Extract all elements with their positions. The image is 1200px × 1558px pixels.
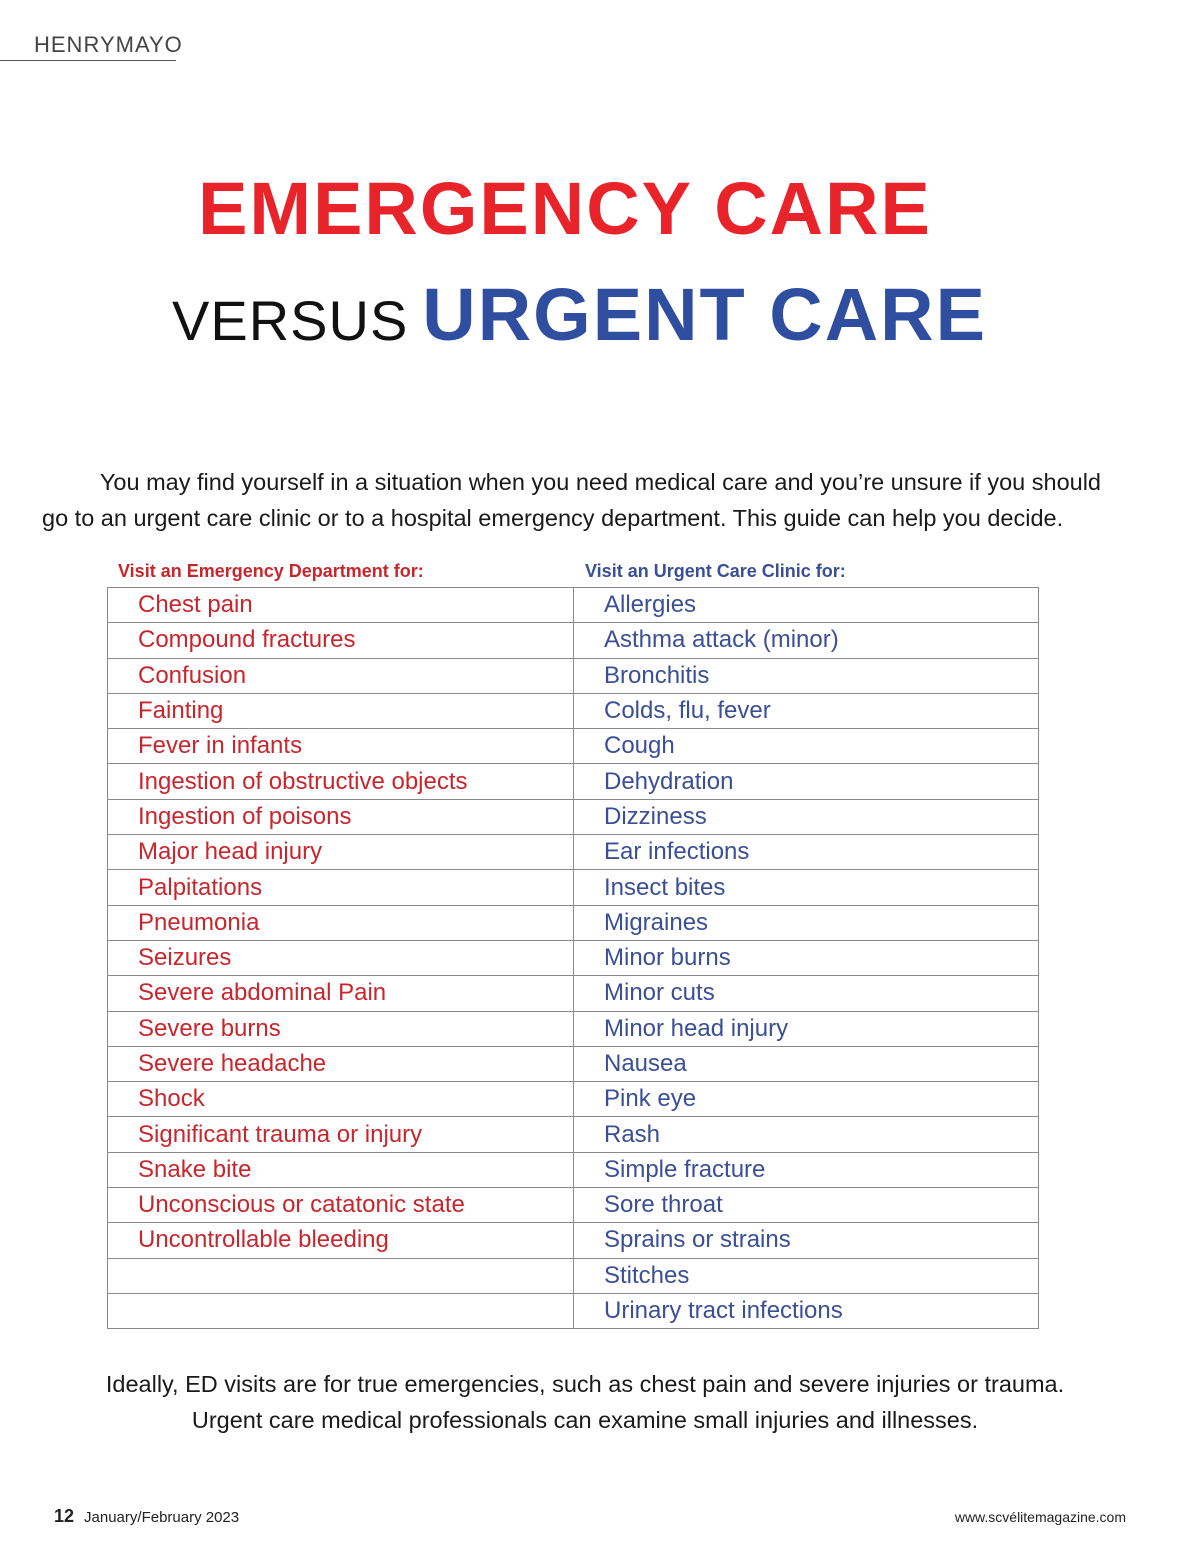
ed-condition-cell: Significant trauma or injury	[108, 1117, 574, 1152]
section-tag-label: HENRYMAYO	[34, 32, 183, 57]
uc-condition-cell: Minor burns	[574, 940, 1039, 975]
ed-condition-cell: Uncontrollable bleeding	[108, 1223, 574, 1258]
table-row	[108, 1258, 1039, 1293]
ed-condition-cell	[108, 1258, 574, 1293]
table-row	[108, 764, 1039, 799]
title-emergency-care: EMERGENCY CARE	[198, 167, 932, 250]
ed-condition-cell: Pneumonia	[108, 905, 574, 940]
issue-date: January/February 2023	[84, 1509, 240, 1526]
table-row	[108, 905, 1039, 940]
ed-condition-cell: Palpitations	[108, 870, 574, 905]
ed-condition-cell: Severe burns	[108, 1011, 574, 1046]
table-row	[108, 835, 1039, 870]
ed-condition-cell: Shock	[108, 1082, 574, 1117]
footer-issue	[54, 1506, 239, 1527]
uc-condition-cell: Ear infections	[574, 835, 1039, 870]
uc-condition-cell: Cough	[574, 729, 1039, 764]
ed-column-heading: Visit an Emergency Department for:	[118, 561, 424, 581]
page-number: 12	[54, 1506, 75, 1526]
intro-line-2: go to an urgent care clinic or to a hospital emergency department. This guide can help you decide.	[42, 505, 1064, 531]
ed-condition-cell: Confusion	[108, 658, 574, 693]
ed-condition-cell: Snake bite	[108, 1152, 574, 1187]
table-row	[108, 940, 1039, 975]
outro-line-2: Urgent care medical professionals can examine small injuries and illnesses.	[191, 1407, 979, 1433]
uc-condition-cell: Sore throat	[574, 1188, 1039, 1223]
table-row	[108, 623, 1039, 658]
table-row	[108, 799, 1039, 834]
uc-condition-cell: Insect bites	[574, 870, 1039, 905]
table-row	[108, 729, 1039, 764]
care-comparison-table	[107, 587, 1039, 1329]
outro-line-1: Ideally, ED visits are for true emergencies, such as chest pain and severe injuries or trauma.	[105, 1371, 1065, 1397]
table-row	[108, 658, 1039, 693]
table-row	[108, 1117, 1039, 1152]
uc-condition-cell: Colds, flu, fever	[574, 693, 1039, 728]
table-row	[108, 976, 1039, 1011]
table-row	[108, 870, 1039, 905]
outro-paragraph	[0, 1366, 1170, 1438]
table-row	[108, 1082, 1039, 1117]
uc-condition-cell: Rash	[574, 1117, 1039, 1152]
uc-condition-cell: Bronchitis	[574, 658, 1039, 693]
title-line2	[172, 273, 987, 356]
uc-condition-cell: Dizziness	[574, 799, 1039, 834]
care-table-body	[108, 588, 1039, 1329]
section-tag	[0, 28, 183, 61]
title-urgent-care: URGENT CARE	[422, 273, 987, 356]
ed-condition-cell: Chest pain	[108, 588, 574, 623]
uc-condition-cell: Nausea	[574, 1046, 1039, 1081]
title-versus: VERSUS	[172, 289, 409, 352]
footer-website: www.scvélitemagazine.com	[954, 1509, 1126, 1525]
uc-condition-cell: Asthma attack (minor)	[574, 623, 1039, 658]
uc-condition-cell: Stitches	[574, 1258, 1039, 1293]
intro-line-1: You may find yourself in a situation when you need medical care and you’re unsure if you should	[99, 469, 1101, 495]
ed-condition-cell: Ingestion of obstructive objects	[108, 764, 574, 799]
ed-condition-cell: Seizures	[108, 940, 574, 975]
uc-condition-cell: Migraines	[574, 905, 1039, 940]
table-row	[108, 1293, 1039, 1328]
uc-condition-cell: Simple fracture	[574, 1152, 1039, 1187]
ed-condition-cell: Severe abdominal Pain	[108, 976, 574, 1011]
ed-condition-cell: Fever in infants	[108, 729, 574, 764]
uc-condition-cell: Allergies	[574, 588, 1039, 623]
uc-condition-cell: Minor head injury	[574, 1011, 1039, 1046]
uc-column-heading: Visit an Urgent Care Clinic for:	[585, 561, 846, 581]
uc-condition-cell: Minor cuts	[574, 976, 1039, 1011]
uc-condition-cell: Sprains or strains	[574, 1223, 1039, 1258]
table-row	[108, 1188, 1039, 1223]
table-row	[108, 1223, 1039, 1258]
ed-condition-cell	[108, 1293, 574, 1328]
uc-condition-cell: Urinary tract infections	[574, 1293, 1039, 1328]
ed-condition-cell: Fainting	[108, 693, 574, 728]
ed-condition-cell: Ingestion of poisons	[108, 799, 574, 834]
table-row	[108, 1046, 1039, 1081]
ed-condition-cell: Unconscious or catatonic state	[108, 1188, 574, 1223]
ed-condition-cell: Compound fractures	[108, 623, 574, 658]
table-row	[108, 693, 1039, 728]
table-row	[108, 1152, 1039, 1187]
ed-condition-cell: Major head injury	[108, 835, 574, 870]
uc-condition-cell: Pink eye	[574, 1082, 1039, 1117]
uc-condition-cell: Dehydration	[574, 764, 1039, 799]
table-row	[108, 588, 1039, 623]
intro-paragraph	[30, 464, 1115, 536]
ed-condition-cell: Severe headache	[108, 1046, 574, 1081]
table-row	[108, 1011, 1039, 1046]
